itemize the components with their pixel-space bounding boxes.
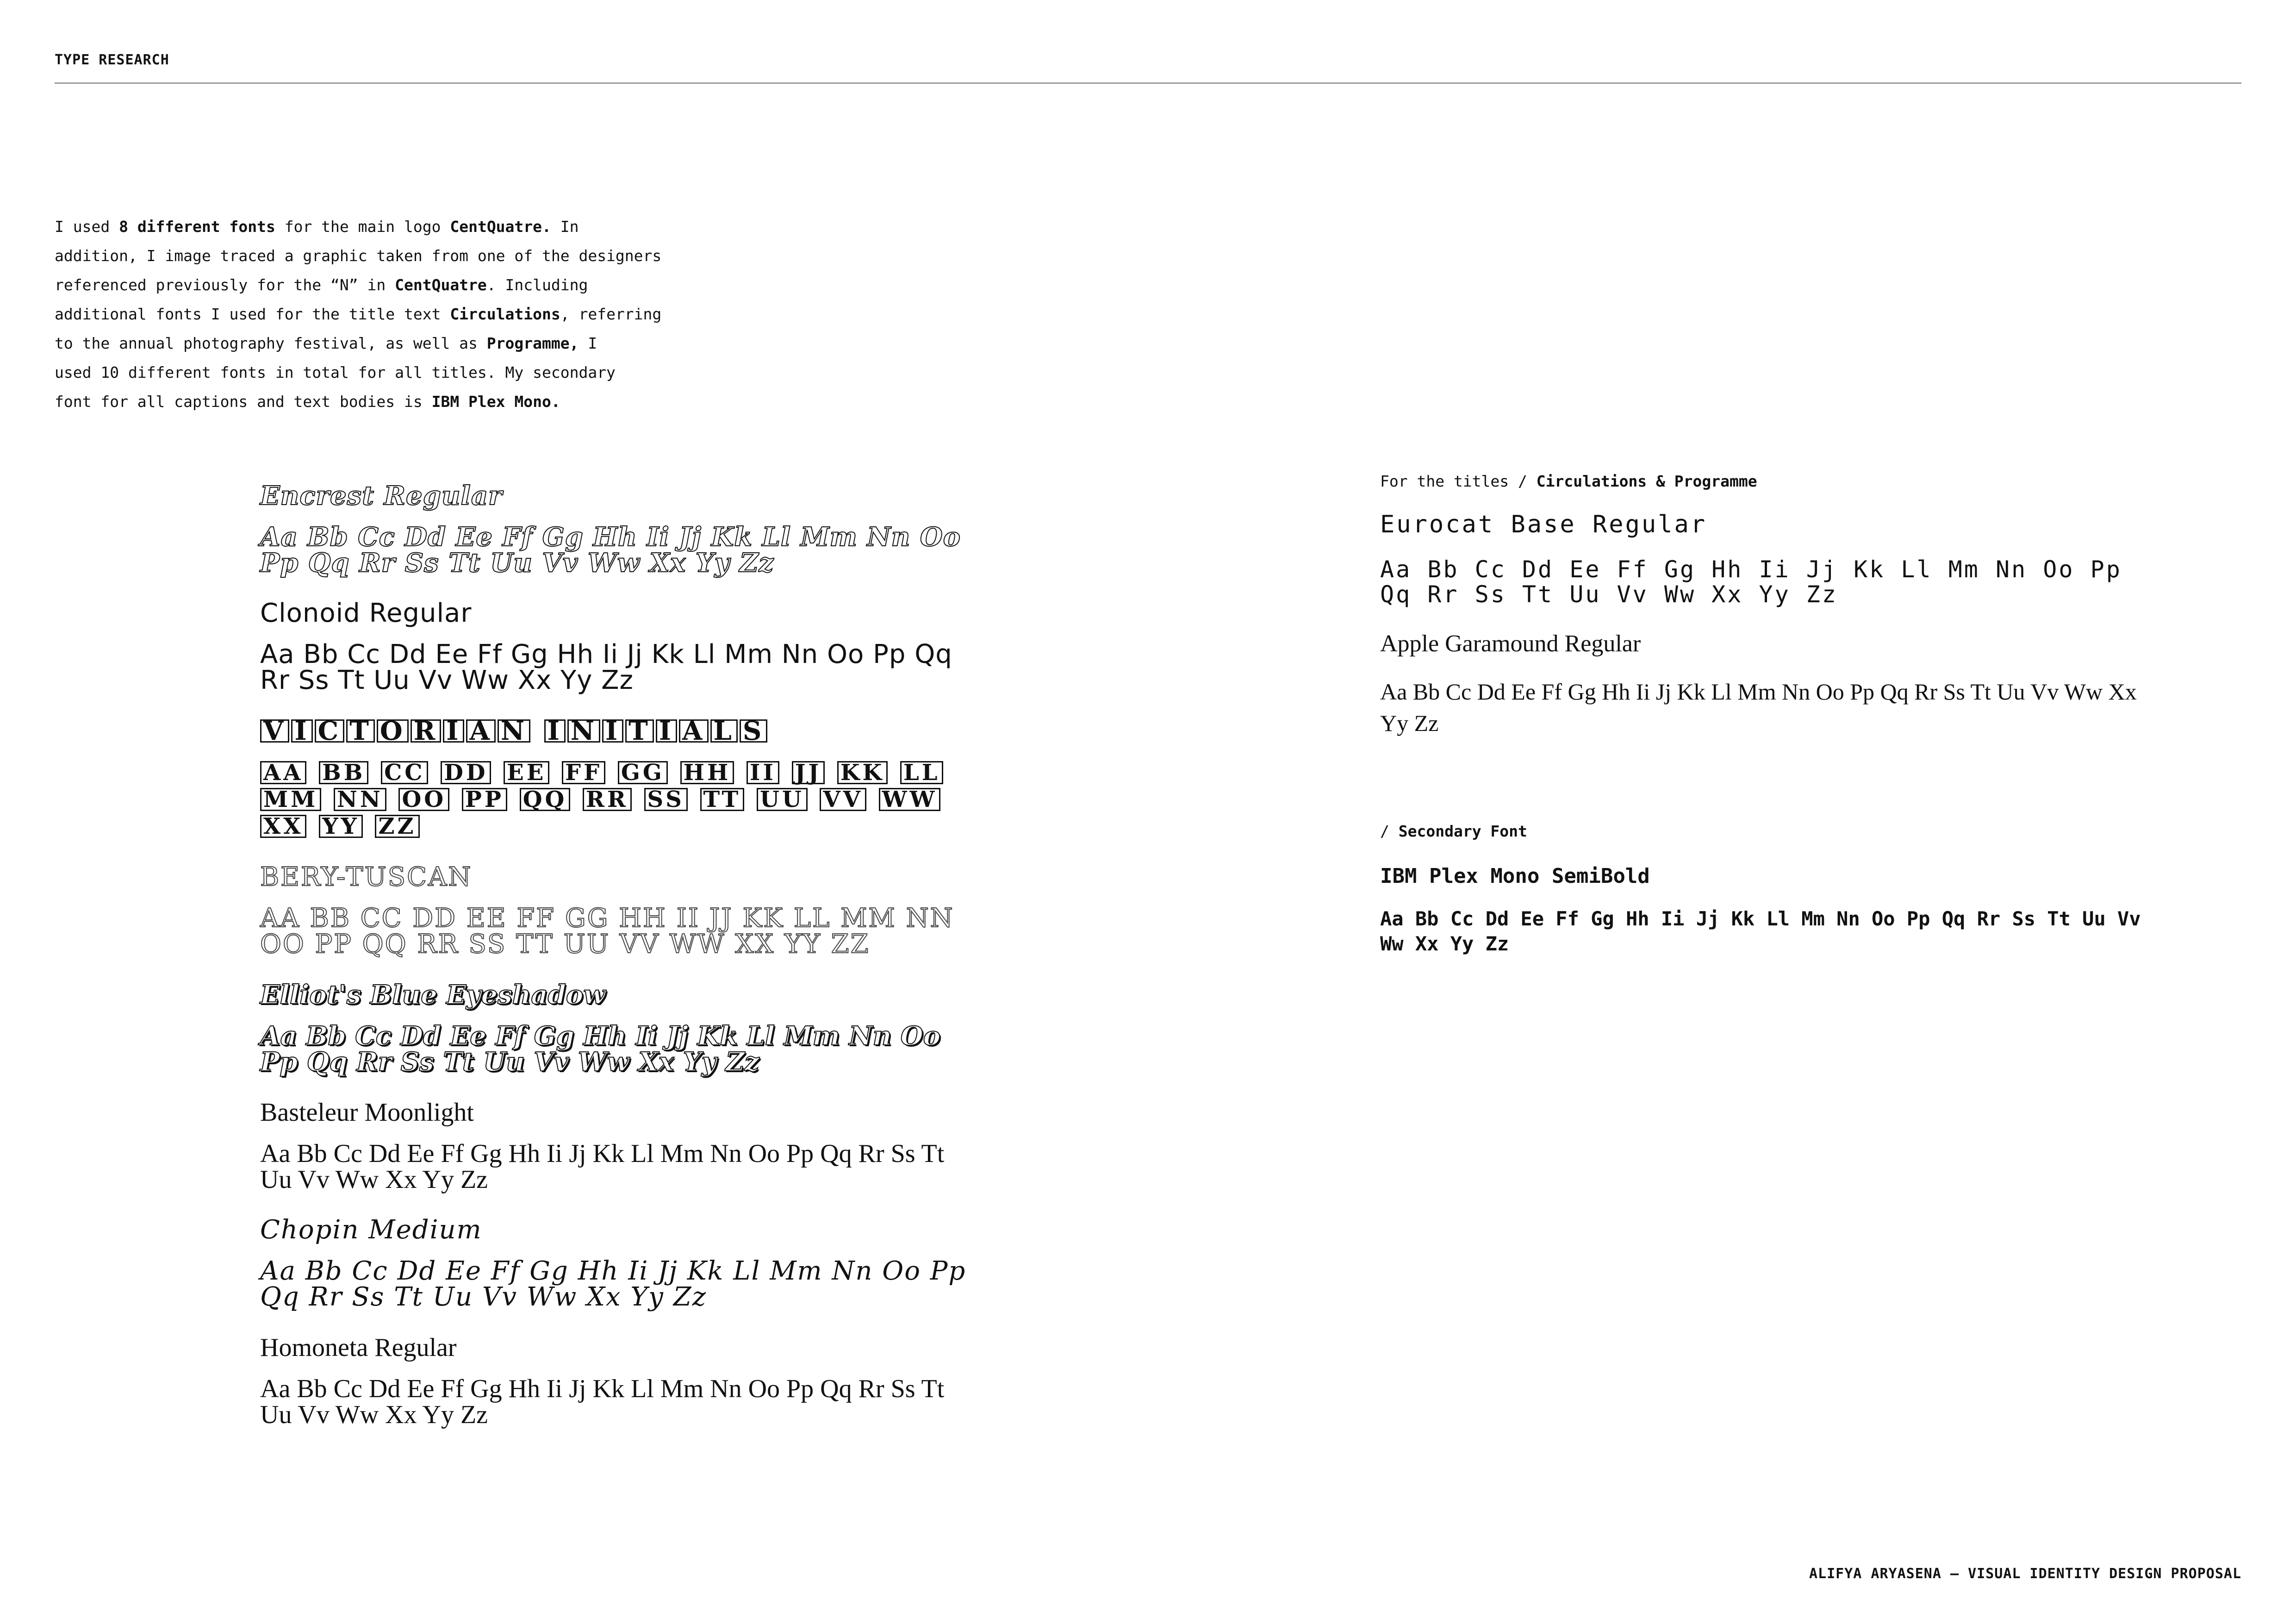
intro-text: to the annual photography festival, as well as xyxy=(55,334,487,352)
title-font-alphabet-2: Aa Bb Cc Dd Ee Ff Gg Hh Ii Jj Kk Ll Mm Nn Oo Pp Qq Rr Ss Tt Uu Vv Ww Xx Yy Zz xyxy=(1380,679,2137,736)
intro-emphasis: 8 different fonts xyxy=(119,218,275,236)
font-specimen xyxy=(260,981,982,1075)
secondary-font-name: IBM Plex Mono SemiBold xyxy=(1380,864,1650,888)
intro-text: additional fonts I used for the title text xyxy=(55,305,450,323)
font-specimen xyxy=(260,1333,982,1428)
font-specimen-name: Homoneta Regular xyxy=(260,1333,457,1362)
font-specimen-alphabet: AA BB CC DD EE FF GG HH II JJ KK LL MM NN OO PP QQ RR SS TT UU VV WW XX YY ZZ xyxy=(260,759,982,840)
right-column xyxy=(1380,472,2144,956)
font-specimen xyxy=(260,1216,982,1310)
font-specimen-name: Chopin Medium xyxy=(260,1215,482,1245)
font-specimen-alphabet: Aa Bb Cc Dd Ee Ff Gg Hh Ii Jj Kk Ll Mm Nn Oo Pp Qq Rr Ss Tt Uu Vv Ww Xx Yy Zz xyxy=(260,639,952,695)
titles-label-bold: Circulations & Programme xyxy=(1536,472,1757,490)
page-header-label: TYPE RESEARCH xyxy=(55,52,169,68)
intro-emphasis: Programme, xyxy=(486,334,579,352)
intro-emphasis: Circulations xyxy=(450,305,560,323)
font-specimen-alphabet: Aa Bb Cc Dd Ee Ff Gg Hh Ii Jj Kk Ll Mm Nn Oo Pp Qq Rr Ss Tt Uu Vv Ww Xx Yy Zz xyxy=(260,1021,940,1077)
font-specimen-alphabet: AA BB CC DD EE FF GG HH II JJ KK LL MM NN OO PP QQ RR SS TT UU VV WW XX YY ZZ xyxy=(260,903,954,959)
title-font-name-2: Apple Garamound Regular xyxy=(1380,631,1641,657)
font-specimen-alphabet: Aa Bb Cc Dd Ee Ff Gg Hh Ii Jj Kk Ll Mm Nn Oo Pp Qq Rr Ss Tt Uu Vv Ww Xx Yy Zz xyxy=(260,1374,945,1429)
intro-text: for the main logo xyxy=(275,218,450,236)
secondary-label-bold: Secondary Font xyxy=(1398,822,1527,840)
font-specimen-name: Basteleur Moonlight xyxy=(260,1098,474,1127)
title-font-name-1: Eurocat Base Regular xyxy=(1380,511,1707,538)
intro-emphasis: CentQuatre. xyxy=(450,218,551,236)
intro-text: I used xyxy=(55,218,119,236)
font-specimen-name: V I C T O R I A N I N I T I A L S xyxy=(260,717,982,745)
secondary-section-label xyxy=(1380,822,2144,840)
intro-text: , referring xyxy=(560,305,662,323)
intro-emphasis: IBM Plex Mono. xyxy=(431,393,560,411)
header-divider xyxy=(55,82,2241,84)
font-specimen xyxy=(260,599,982,693)
font-specimen xyxy=(260,863,982,957)
intro-text: font for all captions and text bodies is xyxy=(55,393,432,411)
font-specimen-name: BERY-TUSCAN xyxy=(260,862,473,892)
intro-text: referenced previously for the “N” in xyxy=(55,276,395,294)
font-specimen-list xyxy=(260,481,982,1428)
title-font-alphabet-1: Aa Bb Cc Dd Ee Ff Gg Hh Ii Jj Kk Ll Mm Nn Oo Pp Qq Rr Ss Tt Uu Vv Ww Xx Yy Zz xyxy=(1380,556,2122,608)
font-specimen xyxy=(260,717,982,840)
intro-text: In xyxy=(551,218,579,236)
font-specimen-name: Elliot's Blue Eyeshadow xyxy=(260,980,606,1010)
intro-text: I xyxy=(579,334,597,352)
intro-emphasis: CentQuatre xyxy=(395,276,487,294)
font-specimen xyxy=(260,1098,982,1193)
page-footer: ALIFYA ARYASENA — VISUAL IDENTITY DESIGN PROPOSAL xyxy=(1809,1566,2241,1582)
secondary-label-prefix: / xyxy=(1380,822,1399,840)
font-specimen-name: Clonoid Regular xyxy=(260,598,472,628)
titles-label-prefix: For the titles / xyxy=(1380,472,1537,490)
intro-paragraph xyxy=(55,212,749,416)
font-specimen xyxy=(260,481,982,576)
intro-text: addition, I image traced a graphic taken from one of the designers xyxy=(55,247,662,265)
secondary-font-alphabet: Aa Bb Cc Dd Ee Ff Gg Hh Ii Jj Kk Ll Mm Nn Oo Pp Qq Rr Ss Tt Uu Vv Ww Xx Yy Zz xyxy=(1380,907,2141,955)
font-specimen-name: Encrest Regular xyxy=(260,481,503,511)
titles-section-label xyxy=(1380,472,2144,490)
intro-text: . Including xyxy=(486,276,588,294)
font-specimen-alphabet: Aa Bb Cc Dd Ee Ff Gg Hh Ii Jj Kk Ll Mm Nn Oo Pp Qq Rr Ss Tt Uu Vv Ww Xx Yy Zz xyxy=(260,522,961,578)
font-specimen-alphabet: Aa Bb Cc Dd Ee Ff Gg Hh Ii Jj Kk Ll Mm Nn Oo Pp Qq Rr Ss Tt Uu Vv Ww Xx Yy Zz xyxy=(260,1256,966,1312)
font-specimen-alphabet: Aa Bb Cc Dd Ee Ff Gg Hh Ii Jj Kk Ll Mm Nn Oo Pp Qq Rr Ss Tt Uu Vv Ww Xx Yy Zz xyxy=(260,1139,945,1194)
intro-text: used 10 different fonts in total for all titles. My secondary xyxy=(55,363,616,381)
